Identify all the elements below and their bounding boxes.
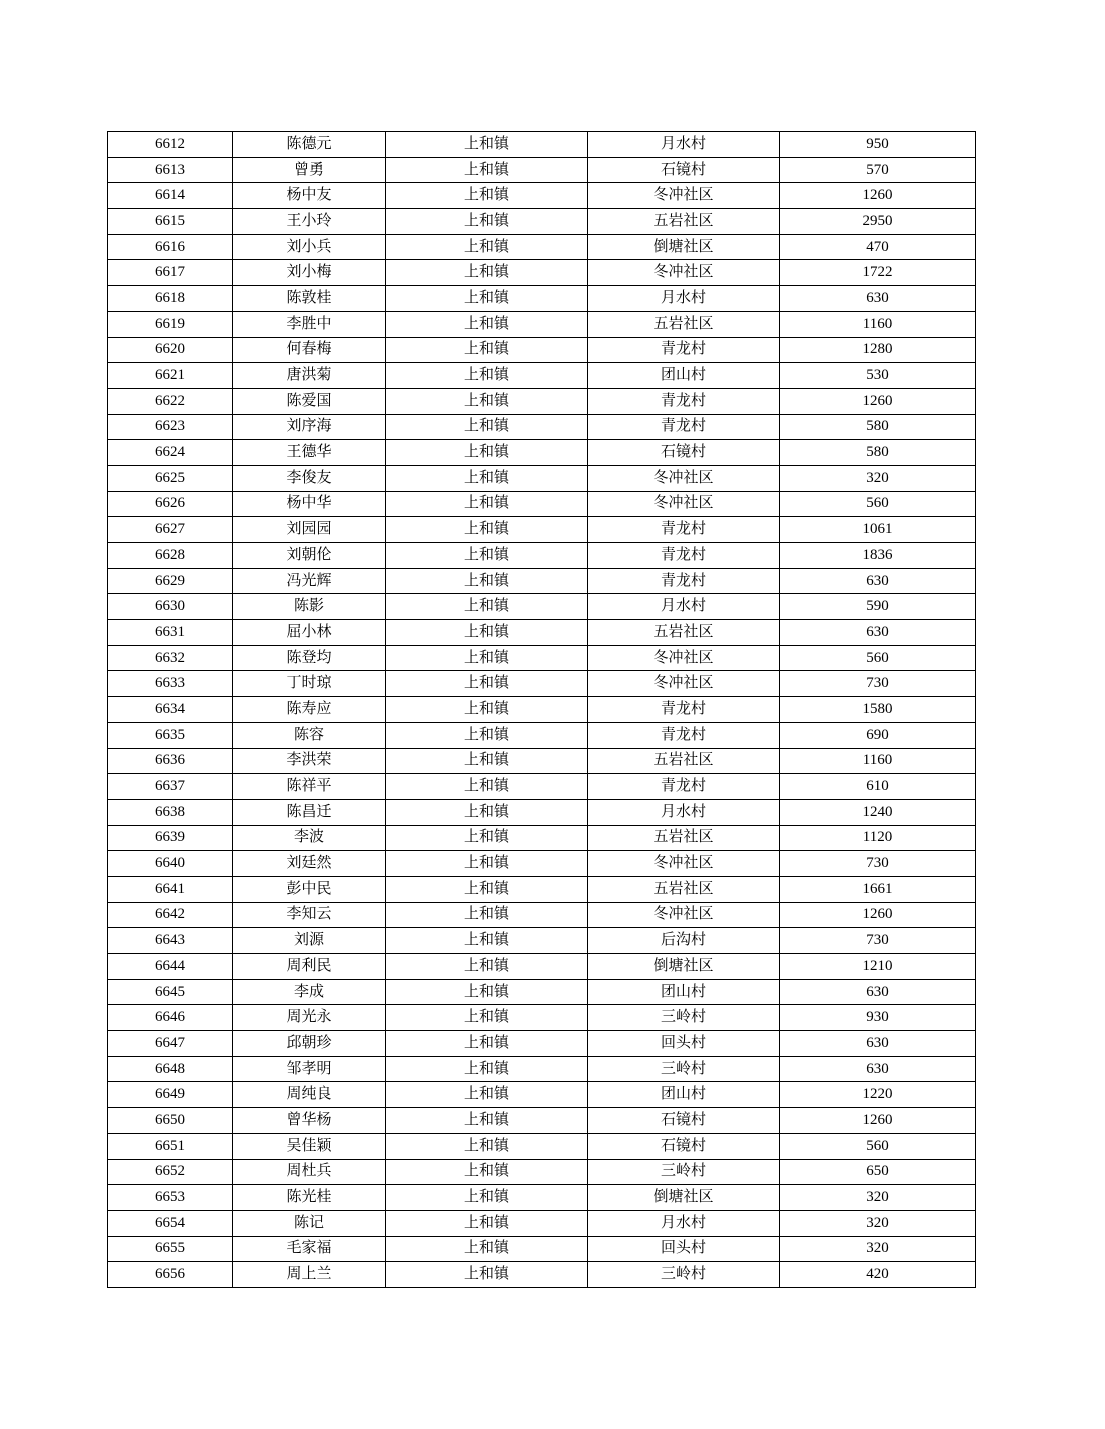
cell-village: 倒塘社区 [588,234,780,260]
cell-person-name: 刘源 [233,928,386,954]
cell-town: 上和镇 [386,337,588,363]
cell-person-name: 李成 [233,979,386,1005]
cell-town: 上和镇 [386,414,588,440]
table-row [108,517,976,543]
cell-village: 回头村 [588,1236,780,1262]
cell-person-name: 刘廷然 [233,851,386,877]
cell-serial: 6622 [108,388,233,414]
cell-amount: 420 [780,1262,976,1288]
cell-amount: 580 [780,414,976,440]
cell-amount: 630 [780,286,976,312]
cell-person-name: 邹孝明 [233,1056,386,1082]
table-row [108,414,976,440]
table-row [108,1133,976,1159]
cell-village: 冬冲社区 [588,851,780,877]
cell-town: 上和镇 [386,491,588,517]
cell-person-name: 李知云 [233,902,386,928]
cell-amount: 560 [780,645,976,671]
table-row [108,851,976,877]
table-row [108,774,976,800]
cell-amount: 730 [780,851,976,877]
cell-amount: 690 [780,722,976,748]
table-row [108,286,976,312]
cell-town: 上和镇 [386,851,588,877]
cell-town: 上和镇 [386,1185,588,1211]
cell-serial: 6618 [108,286,233,312]
cell-amount: 580 [780,440,976,466]
cell-serial: 6654 [108,1210,233,1236]
cell-serial: 6648 [108,1056,233,1082]
cell-town: 上和镇 [386,902,588,928]
cell-town: 上和镇 [386,1056,588,1082]
cell-serial: 6614 [108,183,233,209]
cell-village: 月水村 [588,799,780,825]
cell-serial: 6619 [108,311,233,337]
cell-amount: 570 [780,157,976,183]
cell-serial: 6653 [108,1185,233,1211]
table-row [108,1005,976,1031]
records-table [107,131,976,1288]
cell-person-name: 陈昌迁 [233,799,386,825]
cell-serial: 6638 [108,799,233,825]
cell-person-name: 陈德元 [233,132,386,158]
table-row [108,440,976,466]
table-row [108,132,976,158]
cell-town: 上和镇 [386,543,588,569]
cell-amount: 1220 [780,1082,976,1108]
cell-serial: 6647 [108,1031,233,1057]
cell-person-name: 陈影 [233,594,386,620]
cell-amount: 1722 [780,260,976,286]
table-row [108,620,976,646]
cell-town: 上和镇 [386,440,588,466]
cell-person-name: 丁时琼 [233,671,386,697]
cell-amount: 650 [780,1159,976,1185]
cell-serial: 6620 [108,337,233,363]
cell-village: 三岭村 [588,1262,780,1288]
cell-town: 上和镇 [386,1159,588,1185]
cell-person-name: 杨中友 [233,183,386,209]
table-row [108,645,976,671]
cell-serial: 6616 [108,234,233,260]
records-table-body [108,132,976,1288]
cell-amount: 1280 [780,337,976,363]
cell-serial: 6650 [108,1108,233,1134]
cell-village: 倒塘社区 [588,954,780,980]
cell-town: 上和镇 [386,671,588,697]
cell-amount: 320 [780,465,976,491]
table-row [108,337,976,363]
cell-town: 上和镇 [386,568,588,594]
cell-village: 冬冲社区 [588,465,780,491]
cell-serial: 6637 [108,774,233,800]
cell-town: 上和镇 [386,928,588,954]
cell-person-name: 刘序海 [233,414,386,440]
cell-person-name: 陈记 [233,1210,386,1236]
cell-serial: 6613 [108,157,233,183]
cell-serial: 6628 [108,543,233,569]
table-row [108,491,976,517]
cell-serial: 6625 [108,465,233,491]
table-row [108,954,976,980]
cell-person-name: 冯光辉 [233,568,386,594]
cell-town: 上和镇 [386,157,588,183]
cell-serial: 6630 [108,594,233,620]
table-row [108,465,976,491]
cell-amount: 1260 [780,902,976,928]
cell-village: 青龙村 [588,697,780,723]
cell-amount: 630 [780,620,976,646]
cell-person-name: 邱朝珍 [233,1031,386,1057]
table-row [108,979,976,1005]
cell-town: 上和镇 [386,1082,588,1108]
cell-town: 上和镇 [386,799,588,825]
cell-village: 团山村 [588,1082,780,1108]
cell-person-name: 陈光桂 [233,1185,386,1211]
table-row [108,671,976,697]
cell-village: 五岩社区 [588,825,780,851]
cell-village: 回头村 [588,1031,780,1057]
cell-serial: 6621 [108,363,233,389]
cell-amount: 1240 [780,799,976,825]
table-row [108,928,976,954]
table-row [108,363,976,389]
cell-village: 青龙村 [588,337,780,363]
cell-town: 上和镇 [386,1005,588,1031]
cell-person-name: 王德华 [233,440,386,466]
cell-town: 上和镇 [386,465,588,491]
cell-amount: 560 [780,1133,976,1159]
cell-village: 月水村 [588,594,780,620]
cell-serial: 6646 [108,1005,233,1031]
table-row [108,1262,976,1288]
cell-serial: 6634 [108,697,233,723]
cell-serial: 6641 [108,876,233,902]
cell-town: 上和镇 [386,1210,588,1236]
cell-village: 青龙村 [588,774,780,800]
cell-amount: 950 [780,132,976,158]
cell-person-name: 毛家福 [233,1236,386,1262]
cell-person-name: 陈容 [233,722,386,748]
cell-person-name: 陈登均 [233,645,386,671]
cell-serial: 6639 [108,825,233,851]
cell-town: 上和镇 [386,286,588,312]
table-row [108,1031,976,1057]
cell-amount: 320 [780,1185,976,1211]
cell-serial: 6612 [108,132,233,158]
table-row [108,1159,976,1185]
cell-amount: 630 [780,568,976,594]
table-row [108,388,976,414]
cell-person-name: 周光永 [233,1005,386,1031]
cell-serial: 6632 [108,645,233,671]
cell-village: 五岩社区 [588,620,780,646]
cell-town: 上和镇 [386,979,588,1005]
cell-serial: 6640 [108,851,233,877]
cell-village: 五岩社区 [588,876,780,902]
cell-town: 上和镇 [386,774,588,800]
cell-serial: 6651 [108,1133,233,1159]
cell-person-name: 李俊友 [233,465,386,491]
cell-person-name: 曾勇 [233,157,386,183]
cell-town: 上和镇 [386,311,588,337]
cell-amount: 1260 [780,1108,976,1134]
cell-amount: 630 [780,979,976,1005]
cell-person-name: 李胜中 [233,311,386,337]
table-row [108,157,976,183]
cell-town: 上和镇 [386,1108,588,1134]
cell-village: 五岩社区 [588,748,780,774]
cell-serial: 6655 [108,1236,233,1262]
cell-amount: 930 [780,1005,976,1031]
cell-serial: 6626 [108,491,233,517]
cell-amount: 730 [780,928,976,954]
cell-person-name: 陈祥平 [233,774,386,800]
cell-town: 上和镇 [386,363,588,389]
cell-person-name: 周纯良 [233,1082,386,1108]
cell-amount: 320 [780,1210,976,1236]
cell-amount: 1120 [780,825,976,851]
table-row [108,260,976,286]
cell-village: 青龙村 [588,543,780,569]
cell-village: 倒塘社区 [588,1185,780,1211]
cell-person-name: 刘小兵 [233,234,386,260]
cell-town: 上和镇 [386,260,588,286]
cell-amount: 1260 [780,183,976,209]
cell-person-name: 李波 [233,825,386,851]
cell-town: 上和镇 [386,825,588,851]
cell-village: 石镜村 [588,440,780,466]
cell-person-name: 刘朝伦 [233,543,386,569]
cell-amount: 1580 [780,697,976,723]
cell-village: 五岩社区 [588,209,780,235]
cell-town: 上和镇 [386,234,588,260]
cell-village: 团山村 [588,979,780,1005]
document-page [107,131,976,1288]
cell-town: 上和镇 [386,388,588,414]
table-row [108,825,976,851]
cell-serial: 6649 [108,1082,233,1108]
cell-person-name: 周利民 [233,954,386,980]
cell-amount: 1661 [780,876,976,902]
cell-amount: 1160 [780,748,976,774]
cell-village: 三岭村 [588,1056,780,1082]
cell-village: 冬冲社区 [588,645,780,671]
cell-amount: 1210 [780,954,976,980]
cell-person-name: 何春梅 [233,337,386,363]
cell-village: 月水村 [588,286,780,312]
cell-town: 上和镇 [386,517,588,543]
cell-person-name: 曾华杨 [233,1108,386,1134]
cell-serial: 6615 [108,209,233,235]
cell-amount: 610 [780,774,976,800]
cell-village: 五岩社区 [588,311,780,337]
cell-town: 上和镇 [386,876,588,902]
cell-village: 三岭村 [588,1159,780,1185]
cell-serial: 6629 [108,568,233,594]
cell-town: 上和镇 [386,209,588,235]
cell-serial: 6644 [108,954,233,980]
table-row [108,748,976,774]
cell-village: 青龙村 [588,568,780,594]
cell-amount: 730 [780,671,976,697]
cell-town: 上和镇 [386,1236,588,1262]
cell-serial: 6656 [108,1262,233,1288]
cell-person-name: 屈小林 [233,620,386,646]
cell-village: 冬冲社区 [588,491,780,517]
cell-amount: 1061 [780,517,976,543]
cell-village: 石镜村 [588,157,780,183]
cell-serial: 6633 [108,671,233,697]
cell-person-name: 杨中华 [233,491,386,517]
cell-village: 青龙村 [588,414,780,440]
cell-village: 冬冲社区 [588,671,780,697]
cell-amount: 630 [780,1031,976,1057]
cell-serial: 6617 [108,260,233,286]
cell-amount: 1836 [780,543,976,569]
cell-village: 青龙村 [588,388,780,414]
cell-serial: 6652 [108,1159,233,1185]
cell-town: 上和镇 [386,594,588,620]
cell-amount: 530 [780,363,976,389]
cell-village: 月水村 [588,132,780,158]
cell-person-name: 吴佳颖 [233,1133,386,1159]
cell-amount: 2950 [780,209,976,235]
table-row [108,1236,976,1262]
table-row [108,568,976,594]
cell-village: 后沟村 [588,928,780,954]
cell-town: 上和镇 [386,748,588,774]
cell-serial: 6645 [108,979,233,1005]
cell-town: 上和镇 [386,645,588,671]
cell-village: 青龙村 [588,517,780,543]
table-row [108,1185,976,1211]
cell-amount: 1160 [780,311,976,337]
cell-town: 上和镇 [386,1133,588,1159]
cell-serial: 6627 [108,517,233,543]
cell-village: 青龙村 [588,722,780,748]
cell-serial: 6635 [108,722,233,748]
cell-amount: 470 [780,234,976,260]
cell-serial: 6623 [108,414,233,440]
table-row [108,1082,976,1108]
cell-person-name: 王小玲 [233,209,386,235]
cell-town: 上和镇 [386,722,588,748]
cell-person-name: 周上兰 [233,1262,386,1288]
cell-person-name: 陈敦桂 [233,286,386,312]
table-row [108,722,976,748]
cell-person-name: 刘园园 [233,517,386,543]
cell-serial: 6643 [108,928,233,954]
cell-village: 冬冲社区 [588,902,780,928]
table-row [108,697,976,723]
table-row [108,1108,976,1134]
cell-serial: 6636 [108,748,233,774]
table-row [108,311,976,337]
cell-person-name: 彭中民 [233,876,386,902]
cell-person-name: 唐洪菊 [233,363,386,389]
cell-serial: 6624 [108,440,233,466]
cell-person-name: 周杜兵 [233,1159,386,1185]
cell-village: 团山村 [588,363,780,389]
cell-village: 冬冲社区 [588,183,780,209]
cell-town: 上和镇 [386,183,588,209]
cell-amount: 320 [780,1236,976,1262]
cell-amount: 560 [780,491,976,517]
table-row [108,183,976,209]
table-row [108,543,976,569]
cell-village: 月水村 [588,1210,780,1236]
cell-amount: 630 [780,1056,976,1082]
cell-town: 上和镇 [386,1031,588,1057]
cell-person-name: 李洪荣 [233,748,386,774]
table-row [108,594,976,620]
cell-town: 上和镇 [386,1262,588,1288]
cell-person-name: 陈寿应 [233,697,386,723]
cell-town: 上和镇 [386,954,588,980]
cell-village: 冬冲社区 [588,260,780,286]
cell-town: 上和镇 [386,697,588,723]
cell-town: 上和镇 [386,132,588,158]
cell-amount: 590 [780,594,976,620]
cell-serial: 6642 [108,902,233,928]
cell-village: 三岭村 [588,1005,780,1031]
cell-person-name: 陈爱国 [233,388,386,414]
cell-serial: 6631 [108,620,233,646]
cell-village: 石镜村 [588,1108,780,1134]
table-row [108,209,976,235]
cell-amount: 1260 [780,388,976,414]
table-row [108,876,976,902]
table-row [108,1056,976,1082]
cell-town: 上和镇 [386,620,588,646]
cell-person-name: 刘小梅 [233,260,386,286]
table-row [108,1210,976,1236]
table-row [108,234,976,260]
table-row [108,799,976,825]
table-row [108,902,976,928]
cell-village: 石镜村 [588,1133,780,1159]
